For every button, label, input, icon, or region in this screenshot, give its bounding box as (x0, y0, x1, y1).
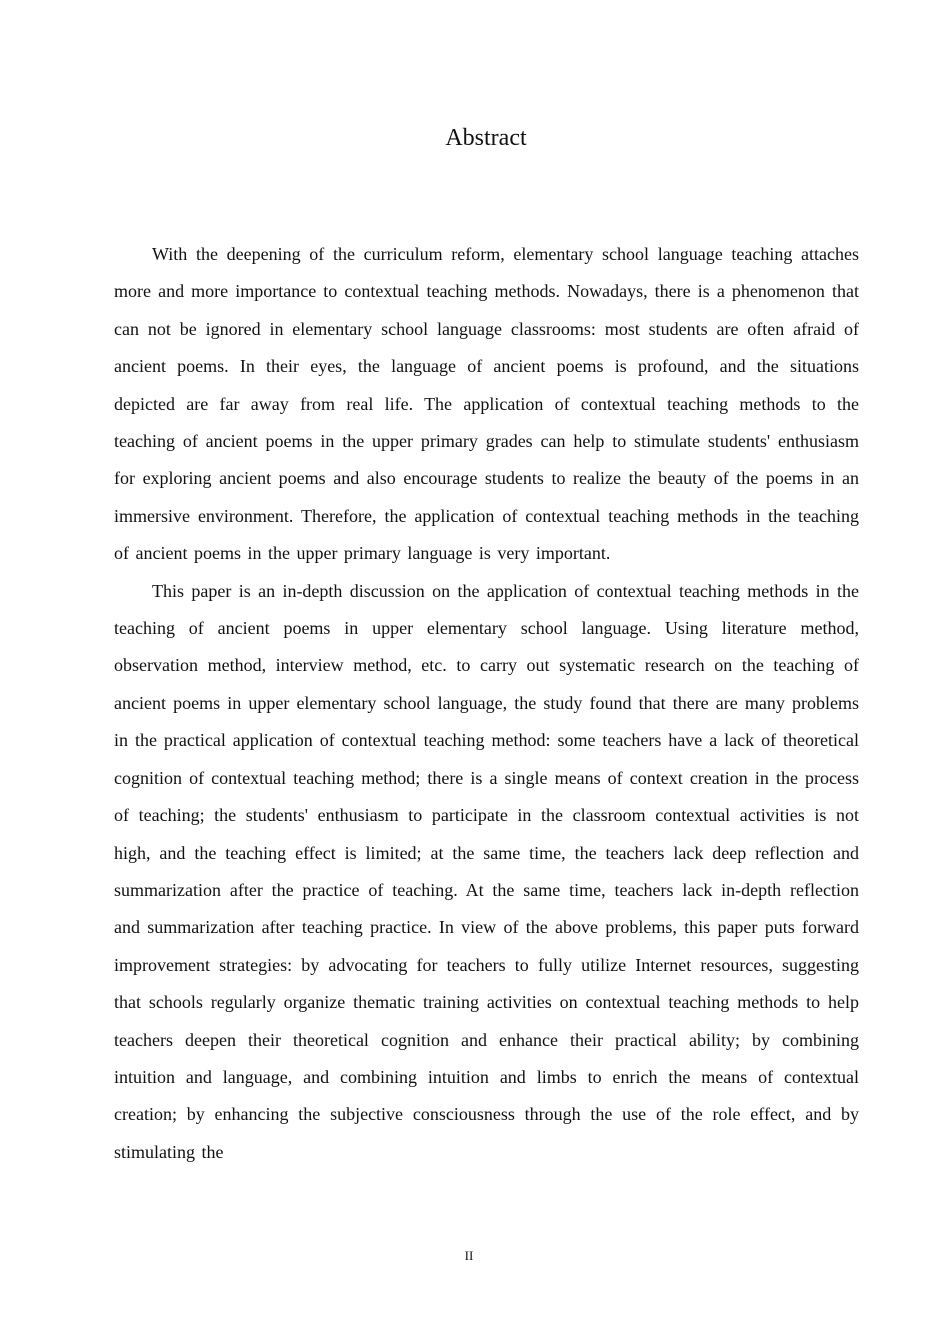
abstract-paragraph-1: With the deepening of the curriculum reform, elementary school language teaching attaches more and more importance to contextual teaching methods. Nowadays, there is a phenomenon that can not be ignored in elementary school language classrooms: most students are often afraid of ancient poems. In their eyes, the language of ancient poems is profound, and the situations depicted are far away from real life. The application of contextual teaching methods to the teaching of ancient poems in the upper primary grades can help to stimulate students' enthusiasm for exploring ancient poems and also encourage students to realize the beauty of the poems in an immersive environment. Therefore, the application of contextual teaching methods in the teaching of ancient poems in the upper primary language is very important. (114, 244, 859, 564)
page-number: II (464, 1248, 474, 1263)
abstract-body (114, 236, 859, 1171)
abstract-paragraph-2: This paper is an in-depth discussion on the application of contextual teaching methods in the teaching of ancient poems in upper elementary school language. Using literature method, observation method, interview method, etc. to carry out systematic research on the teaching of ancient poems in upper elementary school language, the study found that there are many problems in the practical application of contextual teaching method: some teachers have a lack of theoretical cognition of contextual teaching method; there is a single means of context creation in the process of teaching; the students' enthusiasm to participate in the classroom contextual activities is not high, and the teaching effect is limited; at the same time, the teachers lack deep reflection and summarization after the practice of teaching. At the same time, teachers lack in-depth reflection and summarization after teaching practice. In view of the above problems, this paper puts forward improvement strategies: by advocating for teachers to fully utilize Internet resources, suggesting that schools regularly organize thematic training activities on contextual teaching methods to help teachers deepen their theoretical cognition and enhance their practical ability; by combining intuition and language, and combining intuition and limbs to enrich the means of contextual creation; by enhancing the subjective consciousness through the use of the role effect, and by stimulating the (114, 580, 859, 1162)
page-title: Abstract (445, 125, 527, 151)
